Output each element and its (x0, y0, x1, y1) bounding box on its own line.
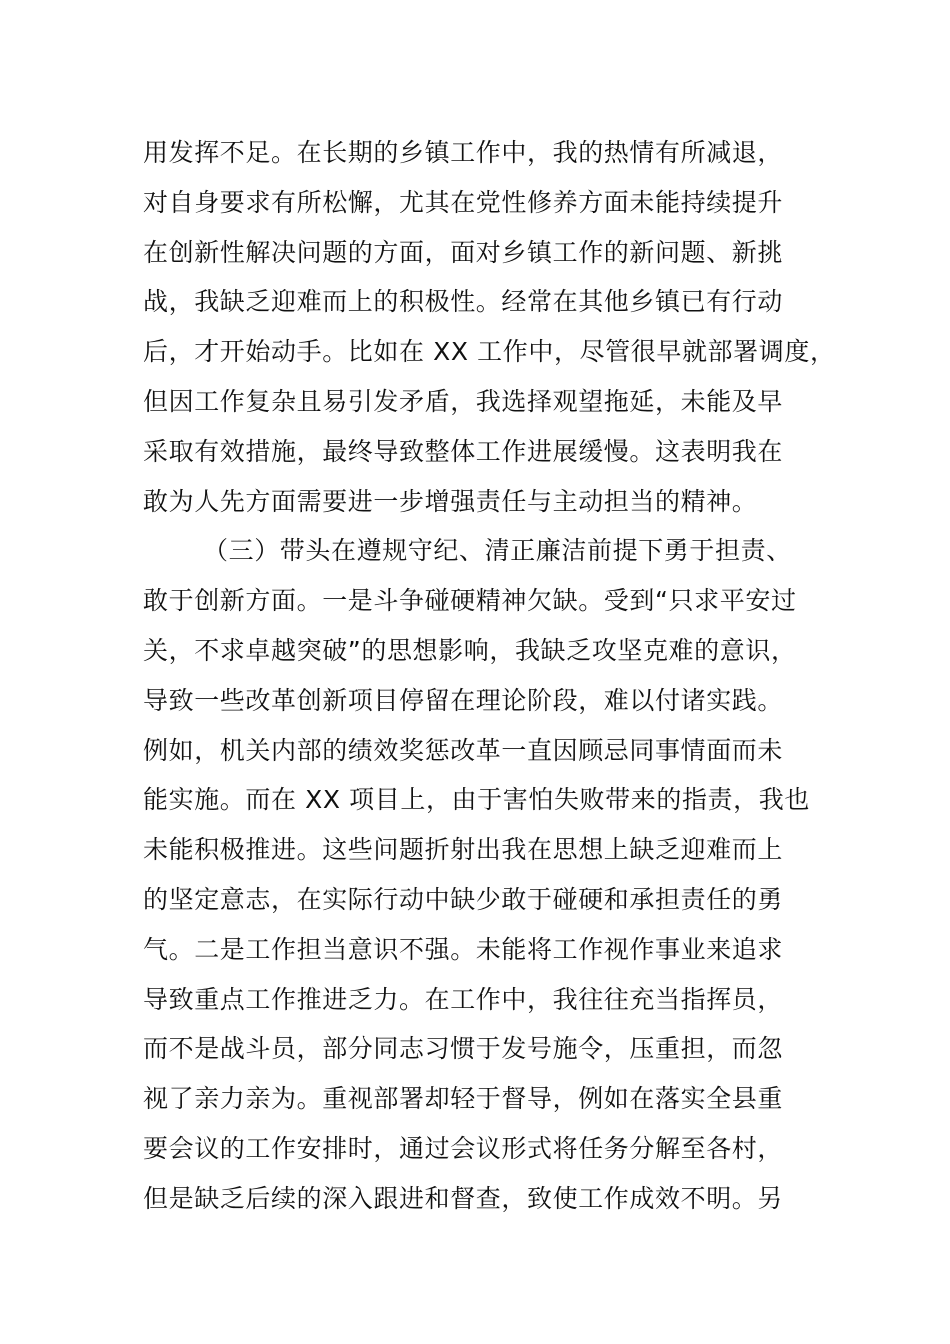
text-line: 视了亲力亲为。重视部署却轻于督导，例如在落实全县重 (143, 1084, 784, 1114)
text-line: 要会议的工作安排时，通过会议形式将任务分解至各村， (143, 1133, 784, 1163)
text-line: 但是缺乏后续的深入跟进和督查，致使工作成效不明。另 (143, 1183, 784, 1213)
text-line: 能实施。而在 XX 项目上，由于害怕失败带来的指责，我也 (143, 785, 810, 815)
text-line: 而不是战斗员，部分同志习惯于发号施令，压重担，而忽 (143, 1034, 784, 1064)
text-line: 导致重点工作推进乏力。在工作中，我往往充当指挥员， (143, 984, 784, 1014)
section-heading-line: （三）带头在遵规守纪、清正廉洁前提下勇于担责、 (203, 536, 792, 566)
text-line: 敢为人先方面需要进一步增强责任与主动担当的精神。 (143, 486, 758, 516)
text-line: 导致一些改革创新项目停留在理论阶段，难以付诸实践。 (143, 685, 784, 715)
text-line: 用发挥不足。在长期的乡镇工作中，我的热情有所减退， (143, 138, 784, 167)
text-line: 的坚定意志，在实际行动中缺少敢于碰硬和承担责任的勇 (143, 884, 784, 914)
text-line: 未能积极推进。这些问题折射出我在思想上缺乏迎难而上 (143, 835, 784, 865)
text-line: 关，不求卓越突破”的思想影响，我缺乏攻坚克难的意识， (143, 635, 797, 665)
text-line: 后，才开始动手。比如在 XX 工作中，尽管很早就部署调度， (143, 337, 836, 367)
text-line: 对自身要求有所松懈，尤其在党性修养方面未能持续提升 (143, 187, 784, 217)
text-line: 但因工作复杂且易引发矛盾，我选择观望拖延，未能及早 (143, 386, 784, 416)
body-text (143, 128, 843, 1224)
text-line: 敢于创新方面。一是斗争碰硬精神欠缺。受到“只求平安过 (143, 586, 797, 616)
text-line: 例如，机关内部的绩效奖惩改革一直因顾忌同事情面而未 (143, 735, 784, 765)
text-line: 采取有效措施，最终导致整体工作进展缓慢。这表明我在 (143, 436, 784, 466)
text-line: 在创新性解决问题的方面，面对乡镇工作的新问题、新挑 (143, 237, 784, 267)
text-line: 气。二是工作担当意识不强。未能将工作视作事业来追求 (143, 934, 784, 964)
text-line: 战，我缺乏迎难而上的积极性。经常在其他乡镇已有行动 (143, 287, 784, 317)
